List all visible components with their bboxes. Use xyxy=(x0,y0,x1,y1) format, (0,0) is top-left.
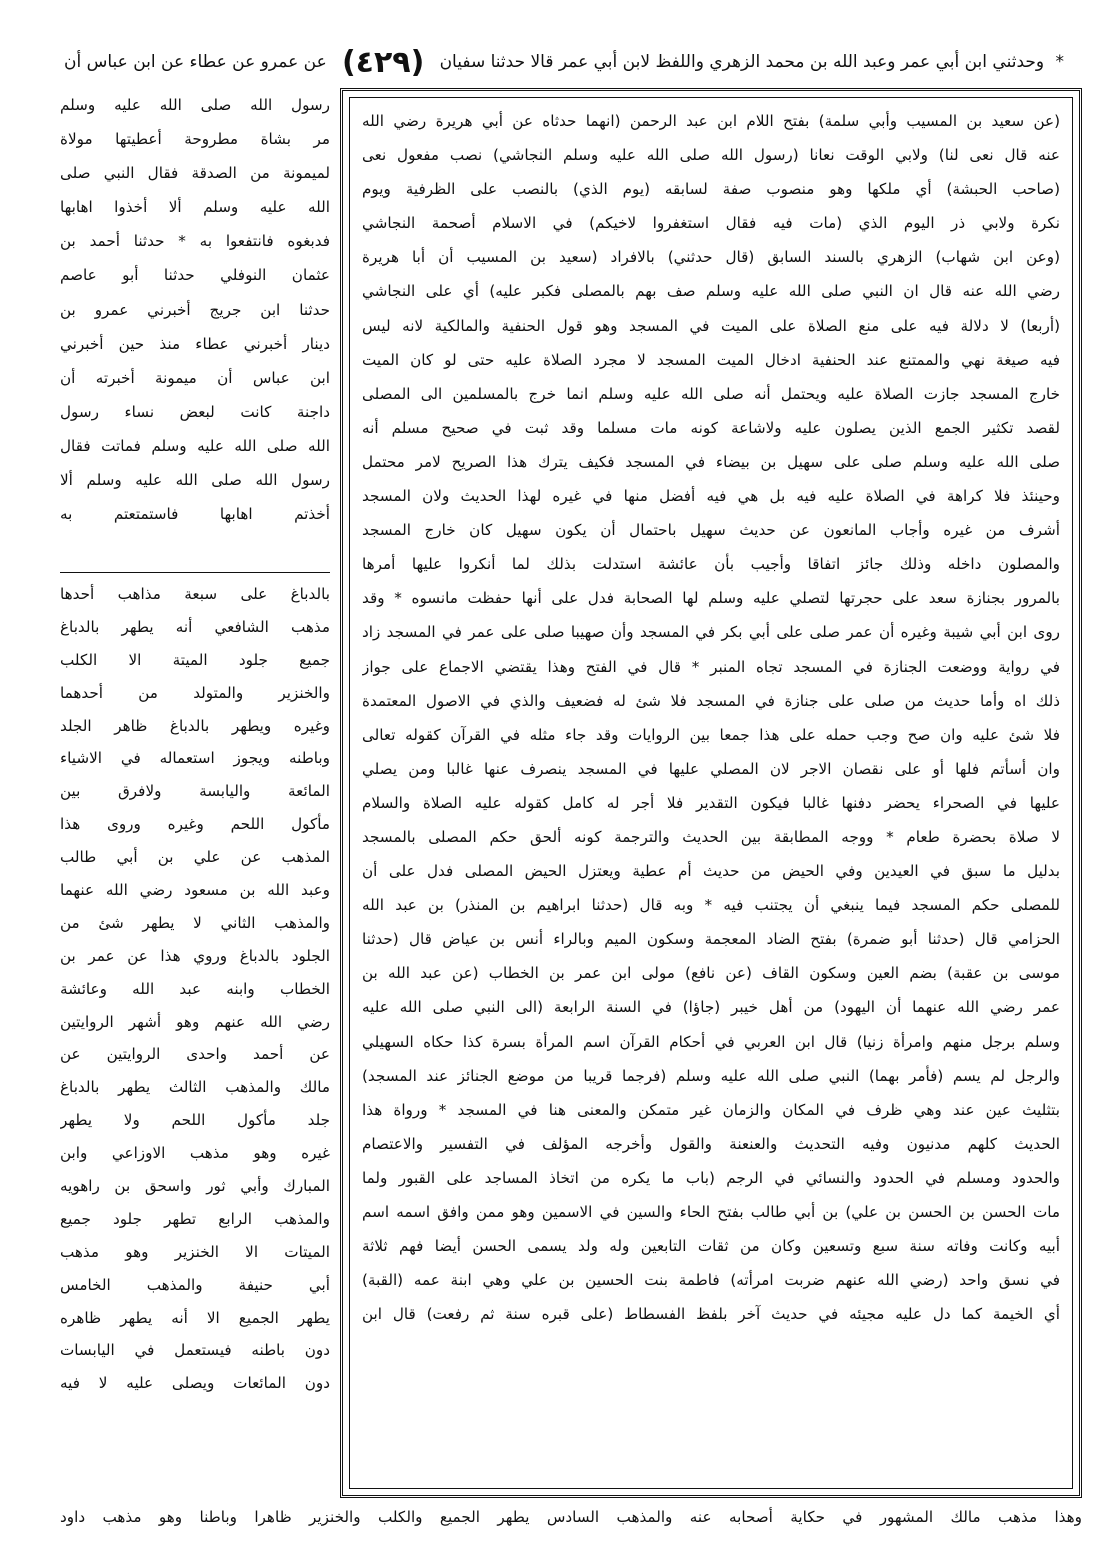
margin-note-line: يطهر الجميع الا أنه يطهر ظاهره xyxy=(60,1308,330,1327)
commentary-line: لا صلاة بحضرة طعام * ووجه المطابقة بين الحديث والترجمة كونه ألحق حكم المصلى بالمسجد xyxy=(362,827,1060,846)
commentary-line: الحديث كلهم مدنيون وفيه التحديث والعنعنة والقول وأخرجه المؤلف في التفسير والاعتصام xyxy=(362,1134,1060,1153)
commentary-line: عليها في الصحراء يحضر دفنها غالبا فيكون التقدير فلا أجر له كامل كقوله عليه الصلاة والسلام xyxy=(362,793,1060,812)
commentary-line: (وعن ابن شهاب) الزهري بالسند السابق (قال حدثني) بالافراد (سعيد بن المسيب أن أبا هريرة xyxy=(362,248,1060,267)
commentary-line: (عن سعيد بن المسيب وأبي سلمة) بفتح اللام ابن عبد الرحمن (انهما حدثاه عن أبي هريرة رضي الله xyxy=(362,112,1060,130)
margin-note-line: والمذهب الثاني لا يطهر شئ من xyxy=(60,913,330,932)
margin-note-line: والمذهب الرابع تطهر جلود جميع xyxy=(60,1209,330,1228)
hadith-line: داجنة كانت لبعض نساء رسول xyxy=(60,402,330,421)
column-divider-rule xyxy=(60,572,330,573)
commentary-line: ذلك اه وأما حديث من صلى على جنازة في المسجد فلا شئ له فضعيف والذي في الاصول المعتمدة xyxy=(362,691,1060,710)
header-right-text xyxy=(440,52,1064,72)
commentary-line: الحزامي قال (حدثنا أبو ضمرة) بفتح الضاد المعجمة وسكون الميم وبالراء أنس بن عياض قال (حدثنا xyxy=(362,930,1060,949)
commentary-line: في رواية ووضعت الجنازة في المسجد تجاه المنبر * قال في الفتح وهذا يقتضي الاجماع على جواز xyxy=(362,657,1060,676)
hadith-text-column xyxy=(60,88,330,566)
margin-note-line: الميتات الا الخنزير وهو مذهب xyxy=(60,1242,330,1261)
commentary-line: موسى بن عقبة) بضم العين وسكون القاف (عن نافع) مولى ابن عمر بن الخطاب (عن عبد الله بن xyxy=(362,964,1060,983)
footer-note-line: وهذا مذهب مالك المشهور في حكاية أصحابه عنه والمذهب السادس يطهر الجميع والكلب والخنزير ظاهرا وباطنا وهو مذهب داود xyxy=(60,1508,1082,1526)
margin-note-line: أبي حنيفة والمذهب الخامس xyxy=(60,1275,330,1294)
commentary-line: (أربعا) لا دلالة فيه على منع الصلاة على الميت في المسجد وهو قول الحنفية والمالكية لانه ليس xyxy=(362,316,1060,335)
margin-note-line: مذهب الشافعي أنه يطهر بالدباغ xyxy=(60,617,330,636)
margin-note-line: والخنزير والمتولد من أحدهما xyxy=(60,683,330,702)
margin-note-line: المائعة واليابسة ولافرق بين xyxy=(60,782,330,801)
margin-note-line: المبارك وأبي ثور واسحق بن راهويه xyxy=(60,1177,330,1196)
commentary-line: مات الحسن بن الحسن بن علي) بن أبي طالب بفتح الحاء والسين في الاسمين وهو ممن وافق اسمه اسم xyxy=(362,1203,1060,1221)
margin-note-line: دون باطنه فيستعمل في اليابسات xyxy=(60,1341,330,1360)
commentary-line: وحينئذ فلا كراهة في الصلاة عليه فيه بل هي فيه أفضل منها في غيره لهذا الحديث ولان المسجد xyxy=(362,487,1060,506)
hadith-line: عثمان النوفلي حدثنا أبو عاصم xyxy=(60,266,330,285)
commentary-line: لقصد تكثير الجمع الذين يصلون عليه ولاشاعة كونه مات مسلما وقد ثبت في صحيح مسلم أنه xyxy=(362,418,1060,437)
commentary-line: للمصلى حكم المسجد فيما ينبغي أن يجتنب فيه * وبه قال (حدثنا ابراهيم بن المنذر) بن عبد الله xyxy=(362,896,1060,915)
commentary-line: خارج المسجد جازت الصلاة عليه ويحتمل أنه صلى الله عليه وسلم انما خرج بالمسلمين الى المصلى xyxy=(362,384,1060,403)
margin-note-line: رضي الله عنهم وهو أشهر الروايتين xyxy=(60,1012,330,1031)
commentary-line: فيه صيغة نهي والممتنع عند الحنفية ادخال الميت المسجد لا مجرد الصلاة عليه حتى لو كان الميت xyxy=(362,350,1060,369)
margin-note-line: الخطاب وابنه عبد الله وعائشة xyxy=(60,979,330,998)
commentary-line: بدليل ما سبق في العيدين وفي الحيض من حديث أم عطية ويعتزل الحيض المصلى فدل على أن xyxy=(362,862,1060,881)
hadith-line: الله عليه وسلم ألا أخذوا اهابها xyxy=(60,198,330,217)
commentary-line: (صاحب الحبشة) أي ملكها وهو منصوب صفة لسابقه (يوم الذي) بالنصب على الظرفية ويوم xyxy=(362,180,1060,199)
hadith-line: حدثنا ابن جريج أخبرني عمرو بن xyxy=(60,300,330,319)
margin-note-line: مالك والمذهب الثالث يطهر بالدباغ xyxy=(60,1078,330,1097)
header-right-content: وحدثني ابن أبي عمر وعبد الله بن محمد الزهري واللفظ لابن أبي عمر قالا حدثنا سفيان xyxy=(439,52,1045,72)
commentary-line: عنه قال نعى لنا) ولابي الوقت نعانا (رسول الله صلى الله عليه وسلم النجاشي) نصب مفعول نعى xyxy=(362,146,1060,165)
margin-note-line: وعبد الله بن مسعود رضي الله عنهما xyxy=(60,881,330,900)
commentary-line: فلا شئ عليه وان صح وجب حمله على هذا جمعا بين الروايات وقد جاء مثله في القرآن كقوله تعالى xyxy=(362,725,1060,744)
commentary-line: صلى الله عليه وسلم صلى على سهيل بن بيضاء في المسجد فكيف يترك هذا الصريح لامر محتمل xyxy=(362,452,1060,471)
commentary-line: نكرة ولابي ذر اليوم الذي (مات فيه فقال استغفروا لاخيكم) في الاسلام أصحمة النجاشي xyxy=(362,214,1060,233)
hadith-line: لميمونة من الصدقة فقال النبي صلى xyxy=(60,164,330,183)
commentary-line: أي الخيمة كما دل عليه مجيئه في حديث آخر بلفظ الفسطاط (على قبره سنة ثم رفعت) قال ابن xyxy=(362,1305,1060,1324)
star-marker: * xyxy=(1055,52,1064,72)
header-left-text: عن عمرو عن عطاء عن ابن عباس أن xyxy=(64,52,327,72)
margin-note-line: وباطنه ويجوز استعماله في الاشياء xyxy=(60,749,330,768)
margin-note-line: الجلود بالدباغ وروي هذا عن عمر بن xyxy=(60,946,330,965)
commentary-line: أشرف من غيره وأجاب المانعون عن حديث سهيل باحتمال أن يكون سهيل كان خارج المسجد xyxy=(362,521,1060,540)
page-header xyxy=(64,36,1064,88)
hadith-line: رسول الله صلى الله عليه وسلم xyxy=(60,96,330,114)
margin-note-line: غيره وهو مذهب الاوزاعي وابن xyxy=(60,1144,330,1163)
hadith-line: الله صلى الله عليه وسلم فماتت فقال xyxy=(60,436,330,455)
commentary-line: وسلم برجل منهم وامرأة زنيا) قال ابن العربي في أحكام القرآن اسم المرأة بسرة كذا حكاه السهيلي xyxy=(362,1032,1060,1051)
margin-note-line: بالدباغ على سبعة مذاهب أحدها xyxy=(60,585,330,603)
hadith-line: مر بشاة مطروحة أعطيتها مولاة xyxy=(60,130,330,149)
margin-note-line: عن أحمد واحدى الروايتين عن xyxy=(60,1045,330,1064)
commentary-line: وان أسأتم فلها أو على نقصان الاجر لان المصلي عليها في المسجد ينصرف عنها غالبا ومن يصلي xyxy=(362,759,1060,778)
commentary-line: والرجل لم يسم (فأمر بهما) النبي صلى الله عليه وسلم (فرجما قريبا من موضع الجنائز عند المسجد) xyxy=(362,1066,1060,1085)
commentary-line: عمر رضي الله عنهما أن اليهود) من أهل خيبر (جاؤا) في السنة الرابعة (الى النبي صلى الله عليه xyxy=(362,998,1060,1017)
hadith-line: أخذتم اهابها فاستمتعتم به xyxy=(60,505,330,524)
commentary-text xyxy=(349,97,1073,1489)
hadith-line: دينار أخبرني عطاء منذ حين أخبرني xyxy=(60,334,330,353)
commentary-frame xyxy=(340,88,1082,1498)
commentary-line: والحدود ومسلم في الحدود والنسائي في الرجم (باب ما يكره من اتخاذ المساجد على القبور ولما xyxy=(362,1168,1060,1187)
commentary-line: بالمرور بجنازة سعد على حجرتها لتصلي عليه وسلم لها الصحابة فدل على أنها حفظت مانسوه * وقد xyxy=(362,589,1060,608)
page-number: (٤٢٩) xyxy=(341,44,425,80)
margin-note-line: دون المائعات ويصلى عليه لا فيه xyxy=(60,1374,330,1393)
margin-note-line: مأكول اللحم وغيره وروى هذا xyxy=(60,815,330,834)
commentary-line: أبيه وكانت وفاته سنة سبع وتسعين وكان من ثقات التابعين وله ولد يسمى الحسن أيضا فهم ثلاثة xyxy=(362,1237,1060,1256)
commentary-line: رضي الله عنه قال ان النبي صلى الله عليه وسلم صف بهم بالمصلى فكبر عليه) أي على النجاشي xyxy=(362,282,1060,301)
commentary-line: بتثليث عين عند وهي ظرف في المكان والزمان غير متمكن والمعنى هنا في المسجد * ورواة هذا xyxy=(362,1100,1060,1119)
margin-note-line: وغيره ويطهر بالدباغ ظاهر الجلد xyxy=(60,716,330,735)
commentary-line: والمصلون داخله وذلك جائز اتفاقا وأجيب بأن عائشة استدلت بذلك لما أنكروا عليها أمرها xyxy=(362,555,1060,574)
hadith-line: ابن عباس أن ميمونة أخبرته أن xyxy=(60,368,330,387)
margin-note-line: جلد مأكول اللحم ولا يطهر xyxy=(60,1111,330,1130)
margin-note-line: المذهب عن علي بن أبي طالب xyxy=(60,848,330,867)
hadith-line: فدبغوه فانتفعوا به * حدثنا أحمد بن xyxy=(60,232,330,251)
margin-note-line: جميع جلود الميتة الا الكلب xyxy=(60,650,330,669)
margin-notes-column xyxy=(60,578,330,1503)
commentary-line: في نسق واحد (رضي الله عنهم ضربت امرأته) فاطمة بنت الحسين بن علي وهي ابنة عمه (القبة) xyxy=(362,1271,1060,1290)
commentary-line: روى ابن أبي شيبة وغيره أن عمر صلى على أبي بكر في المسجد وأن صهيبا صلى على عمر في المسجد زاد xyxy=(362,623,1060,642)
hadith-line: رسول الله صلى الله عليه وسلم ألا xyxy=(60,471,330,490)
